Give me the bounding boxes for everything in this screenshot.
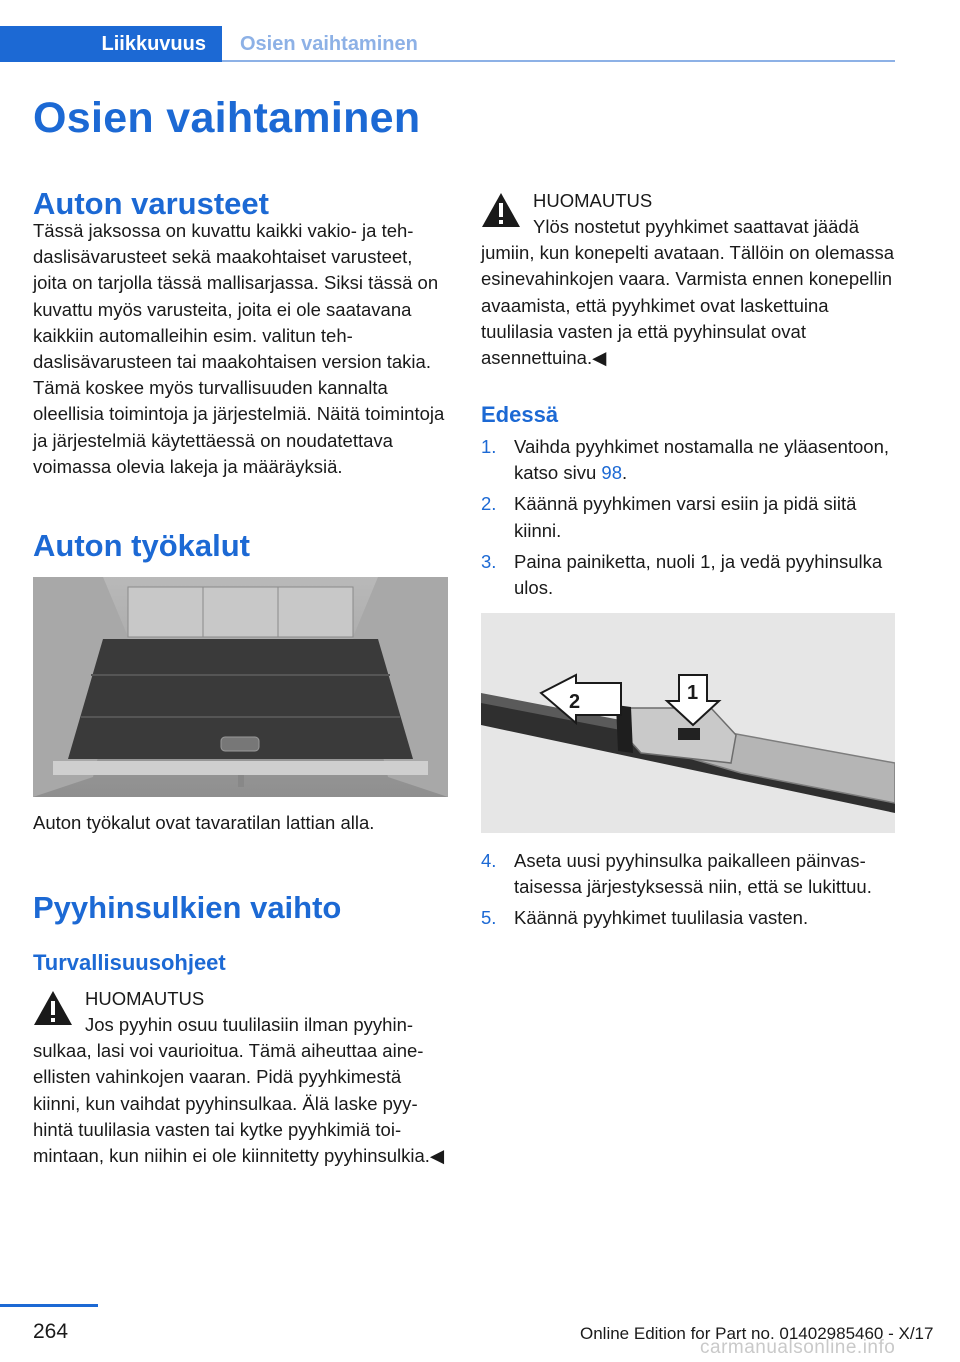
warning-box-2: [481, 190, 899, 370]
header-tab-section[interactable]: Osien vaihtaminen: [240, 33, 418, 55]
arrow-label-2: 2: [569, 691, 581, 713]
step-text-end: .: [621, 462, 628, 484]
heading-equipment: Auton varusteet: [33, 186, 269, 221]
step-number: 2.: [481, 493, 497, 515]
step-text: Aseta uusi pyyhinsulka paikalleen päinvastaisessa järjestyksessä niin, että se lukittuu.: [514, 850, 872, 898]
page-title: Osien vaihtaminen: [33, 94, 421, 142]
step-item: [481, 848, 899, 900]
page-number: 264: [33, 1320, 69, 1343]
heading-tools: Auton työkalut: [33, 528, 250, 563]
step-number: 5.: [481, 907, 497, 929]
warning-box-1: [33, 988, 451, 1188]
tools-caption: Auton työkalut ovat tavaratilan lattian alla.: [33, 812, 375, 833]
footer-edition: Online Edition for Part no. 01402985460 - X/17: [580, 1324, 934, 1343]
step-item: [481, 491, 899, 543]
step-text: Käännä pyyhkimen varsi esiin ja pidä siitä kiinni.: [514, 493, 857, 541]
step-text: Vaihda pyyhkimet nostamalla ne yläasentoon, katso sivu: [514, 436, 890, 484]
equipment-paragraph: Tässä jaksossa on kuvattu kaikki vakio- ja tehdaslisävarusteet sekä maakohtaiset varusteet, joita on tarjolla tässä mallisarjassa. Siksi tässä on kuvattu myös varusteita, joita ei ole saatavana kaikkiin automalleihin esim. valitun tehdaslisävarusteen tai maakohtaisen version takia. Tämä koskee myös turvallisuuden kannalta oleellisia toimintoja ja järjestelmiä. Näitä toimintoja ja järjestelmiä käytettäessä on noudatettava voimassa olevia lakeja ja määräyksiä.: [33, 220, 445, 477]
step-item: [481, 434, 899, 486]
heading-front: Edessä: [481, 402, 559, 427]
warning-text: Ylös nostetut pyyhkimet saattavat jäädä jumiin, kun konepelti avataan. Tällöin on olemassa esinevahinkojen vaara. Varmista ennen konepellin avaamista, että pyyhkimet ovat laskettuina tuulilasia vasten ja että pyyhinsulat ovat asennettuina.◀: [481, 216, 895, 369]
step-number: 4.: [481, 850, 497, 871]
step-text: Paina painiketta, nuoli 1, ja vedä pyyhinsulka ulos.: [514, 550, 883, 599]
heading-safety: Turvallisuusohjeet: [33, 950, 226, 975]
footer-divider: [0, 1304, 98, 1307]
warning-text: Jos pyyhin osuu tuulilasiin ilman pyyhinsulkaa, lasi voi vaurioitua. Tämä aiheuttaa aineellisten vahinkojen vaaran. Pidä pyyhkimestä kiinni, kun vaihdat pyyhinsulkaa. Älä laske pyyhintä tuulilasia vasten tai kytke pyyhkimiä toimintaan, kun niihin ei ole kiinnitetty pyyhinsulkia.◀: [33, 1014, 445, 1167]
watermark: carmanualsonline.info: [700, 1337, 896, 1358]
page-link[interactable]: 98: [601, 462, 622, 484]
step-item: [481, 905, 899, 931]
header-divider: [222, 60, 895, 62]
step-item: [481, 549, 899, 601]
wiper-blade-illustration: [481, 613, 895, 833]
step-number: 1.: [481, 436, 497, 457]
trunk-floor-photo: [33, 577, 448, 797]
steps-list-2: [481, 848, 899, 932]
warning-label: HUOMAUTUS: [533, 190, 653, 211]
steps-list-1: [481, 434, 899, 601]
heading-wipers: Pyyhinsulkien vaihto: [33, 890, 342, 925]
step-number: 3.: [481, 550, 497, 572]
arrow-label-1: 1: [687, 682, 699, 704]
step-text: Käännä pyyhkimet tuulilasia vasten.: [514, 907, 809, 929]
header-tab-chapter[interactable]: Liikkuvuus: [0, 26, 222, 62]
warning-label: HUOMAUTUS: [85, 988, 205, 1009]
